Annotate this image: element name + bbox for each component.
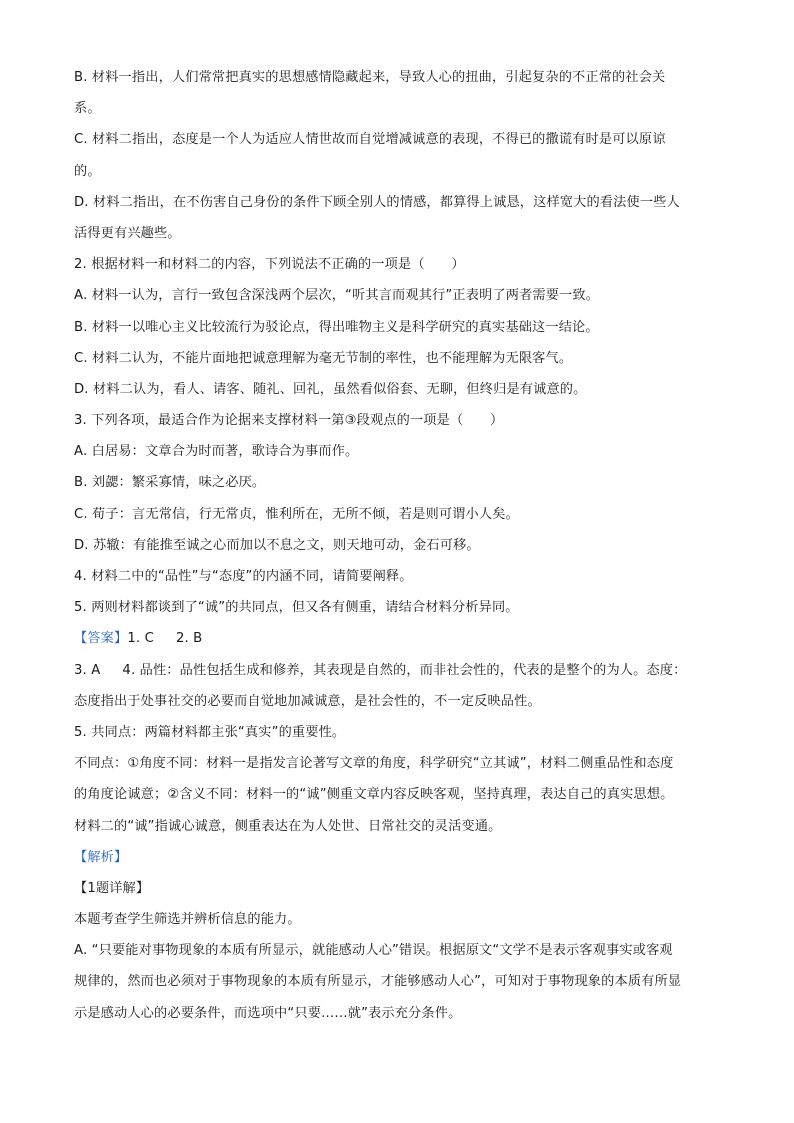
answer-text: 态度指出于处事社交的必要而自觉地加减诚意，是社会性的，不一定反映品性。 [74, 693, 541, 709]
text-line: 活得更有兴趣些。 [74, 225, 181, 241]
option-d: D. 苏辙：有能推至诚之心而加以不息之文，则天地可动，金石可移。 [74, 537, 480, 553]
analysis-text: A. “只要能对事物现象的本质有所显示，就能感动人心”错误。根据原文“文学不是表示客观事实或客观 [74, 943, 673, 959]
option-c: C. 荀子：言无常信，行无常贞，惟利所在，无所不倾，若是则可谓小人矣。 [74, 506, 519, 522]
question-2: 2. 根据材料一和材料二的内容，下列说法不正确的一项是（ ） [74, 257, 465, 273]
text-line: 的。 [74, 163, 101, 179]
analysis-text: 规律的，然而也必须对于事物现象的本质有所显示，才能够感动人心”，可知对于事物现象的本质有所显 [74, 974, 682, 990]
question-5: 5. 两则材料都谈到了“诚”的共同点，但又各有侧重，请结合材料分析异同。 [74, 600, 519, 616]
answer-line [74, 655, 724, 686]
text-line: B. 材料一指出，人们常常把真实的思想感情隐藏起来，导致人心的扭曲，引起复杂的不正常的社会关 [74, 70, 666, 85]
answer-text: 材料二的“诚”指诚心诚意，侧重表达在为人处世、日常社交的灵活变通。 [74, 818, 502, 834]
text-line: D. 材料二指出，在不伤害自己身份的条件下顾全别人的情感，都算得上诚恳，这样宽大的看法使一些人 [74, 194, 680, 210]
answer-text: 不同点：①角度不同：材料一是指发言论著写文章的角度，科学研究“立其诚”，材料二侧重品性和态度 [74, 756, 674, 772]
answer-tag: 【答案】 [74, 631, 128, 647]
answer-line [74, 623, 724, 654]
option-b: B. 材料一以唯心主义比较流行为驳论点，得出唯物主义是科学研究的真实基础这一结论。 [74, 319, 599, 335]
question-4: 4. 材料二中的“品性”与“态度”的内涵不同，请简要阐释。 [74, 569, 413, 584]
option-a: A. 材料一认为，言行一致包含深浅两个层次，“听其言而观其行”正表明了两者需要一致。 [74, 288, 600, 304]
text-line: 系。 [74, 101, 101, 117]
option-d: D. 材料二认为，看人、请客、随礼、回礼，虽然看似俗套、无聊，但终归是有诚意的。 [74, 381, 587, 397]
option-b: B. 刘勰：繁采寡情，味之必厌。 [74, 475, 266, 491]
option-c: C. 材料二认为，不能片面地把诚意理解为毫无节制的率性，也不能理解为无限客气。 [74, 350, 573, 366]
analysis-text: 示是感动人心的必要条件，而选项中“只要……就”表示充分条件。 [74, 1005, 462, 1021]
answer-1: 1. C [127, 631, 154, 647]
option-a: A. 白居易：文章合为时而著，歌诗合为事而作。 [74, 444, 359, 460]
analysis-tag: 【解析】 [74, 849, 128, 865]
answer-text: 的角度论诚意；②含义不同：材料一的“诚”侧重文章内容反映客观，坚持真理，表达自己的真实思想。 [74, 787, 674, 803]
document-page [74, 62, 724, 1029]
answer-text: 5. 共同点：两篇材料都主张“真实”的重要性。 [74, 724, 346, 740]
question-3: 3. 下列各项，最适合作为论据来支撑材料一第③段观点的一项是（ ） [74, 413, 504, 429]
analysis-subheading: 【1题详解】 [74, 880, 150, 896]
answer-3: 3. A [74, 662, 101, 678]
analysis-text: 本题考查学生筛选并辨析信息的能力。 [74, 912, 301, 928]
answer-2: 2. B [175, 631, 203, 647]
answer-4: 4. 品性：品性包括生成和修养，其表现是自然的，而非社会性的，代表的是整个的为人。态度： [122, 662, 687, 678]
text-line: C. 材料二指出，态度是一个人为适应人情世故而自觉增减诚意的表现，不得已的撒谎有时是可以原谅 [74, 132, 666, 148]
